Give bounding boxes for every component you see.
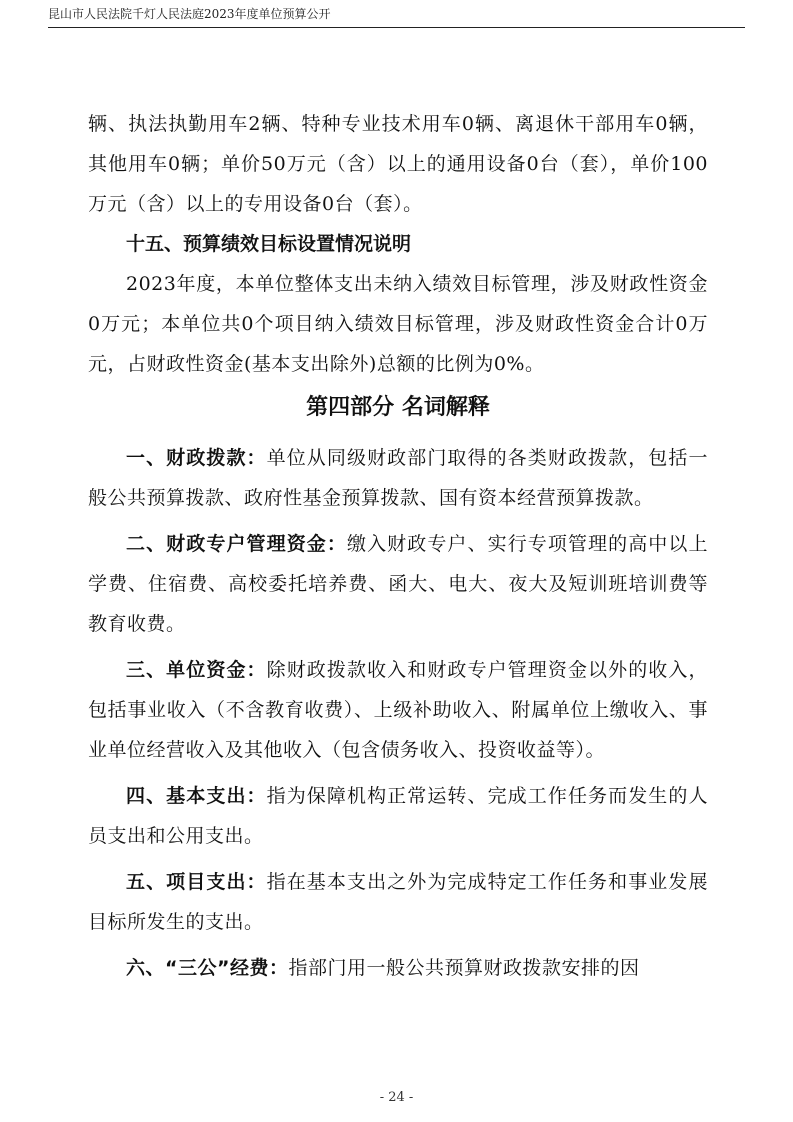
term-project-expenditure xyxy=(88,862,708,942)
section-15-heading: 十五、预算绩效目标设置情况说明 xyxy=(126,233,412,255)
term-definition: 指部门用一般公共预算财政拨款安排的因 xyxy=(288,957,640,979)
term-label: 二、财政专户管理资金： xyxy=(126,533,347,555)
term-definition: 指在基本支出之外为完成特定工作任务和事业发展目标所发生的支出。 xyxy=(88,871,708,933)
term-basic-expenditure xyxy=(88,776,708,856)
term-definition: 单位从同级财政部门取得的各类财政拨款，包括一般公共预算拨款、政府性基金预算拨款、国有资本经营预算拨款。 xyxy=(88,447,708,509)
term-label: 一、财政拨款： xyxy=(126,447,267,469)
term-label: 四、基本支出： xyxy=(126,785,267,807)
term-label: 五、项目支出： xyxy=(126,871,267,893)
continuation-paragraph: 辆、执法执勤用车2辆、特种专业技术用车0辆、离退休干部用车0辆，其他用车0辆；单价50万元（含）以上的通用设备0台（套），单价100万元（含）以上的专用设备0台（套）。 xyxy=(88,113,708,215)
term-label: 六、“三公”经费： xyxy=(126,957,289,979)
part-4-title: 第四部分 名词解释 xyxy=(306,395,490,420)
page-number: - 24 - xyxy=(379,1090,414,1105)
term-definition: 除财政拨款收入和财政专户管理资金以外的收入，包括事业收入（不含教育收费）、上级补助收入、附属单位上缴收入、事业单位经营收入及其他收入（包含债务收入、投资收益等）。 xyxy=(88,659,708,761)
term-unit-funds xyxy=(88,650,708,770)
term-financial-appropriation xyxy=(88,438,708,518)
term-label: 三、单位资金： xyxy=(126,659,267,681)
term-three-public-expenses xyxy=(88,948,708,988)
term-special-account-funds xyxy=(88,524,708,644)
document-body xyxy=(88,104,708,988)
header-divider xyxy=(48,27,745,28)
term-definition: 指为保障机构正常运转、完成工作任务而发生的人员支出和公用支出。 xyxy=(88,785,708,847)
section-15-paragraph: 2023年度，本单位整体支出未纳入绩效目标管理，涉及财政性资金0万元；本单位共0个项目纳入绩效目标管理，涉及财政性资金合计0万元，占财政性资金(基本支出除外)总额的比例为0%。 xyxy=(88,273,708,375)
page-header: 昆山市人民法院千灯人民法庭2023年度单位预算公开 xyxy=(48,7,331,21)
term-definition: 缴入财政专户、实行专项管理的高中以上学费、住宿费、高校委托培养费、函大、电大、夜大及短训班培训费等教育收费。 xyxy=(88,533,708,635)
